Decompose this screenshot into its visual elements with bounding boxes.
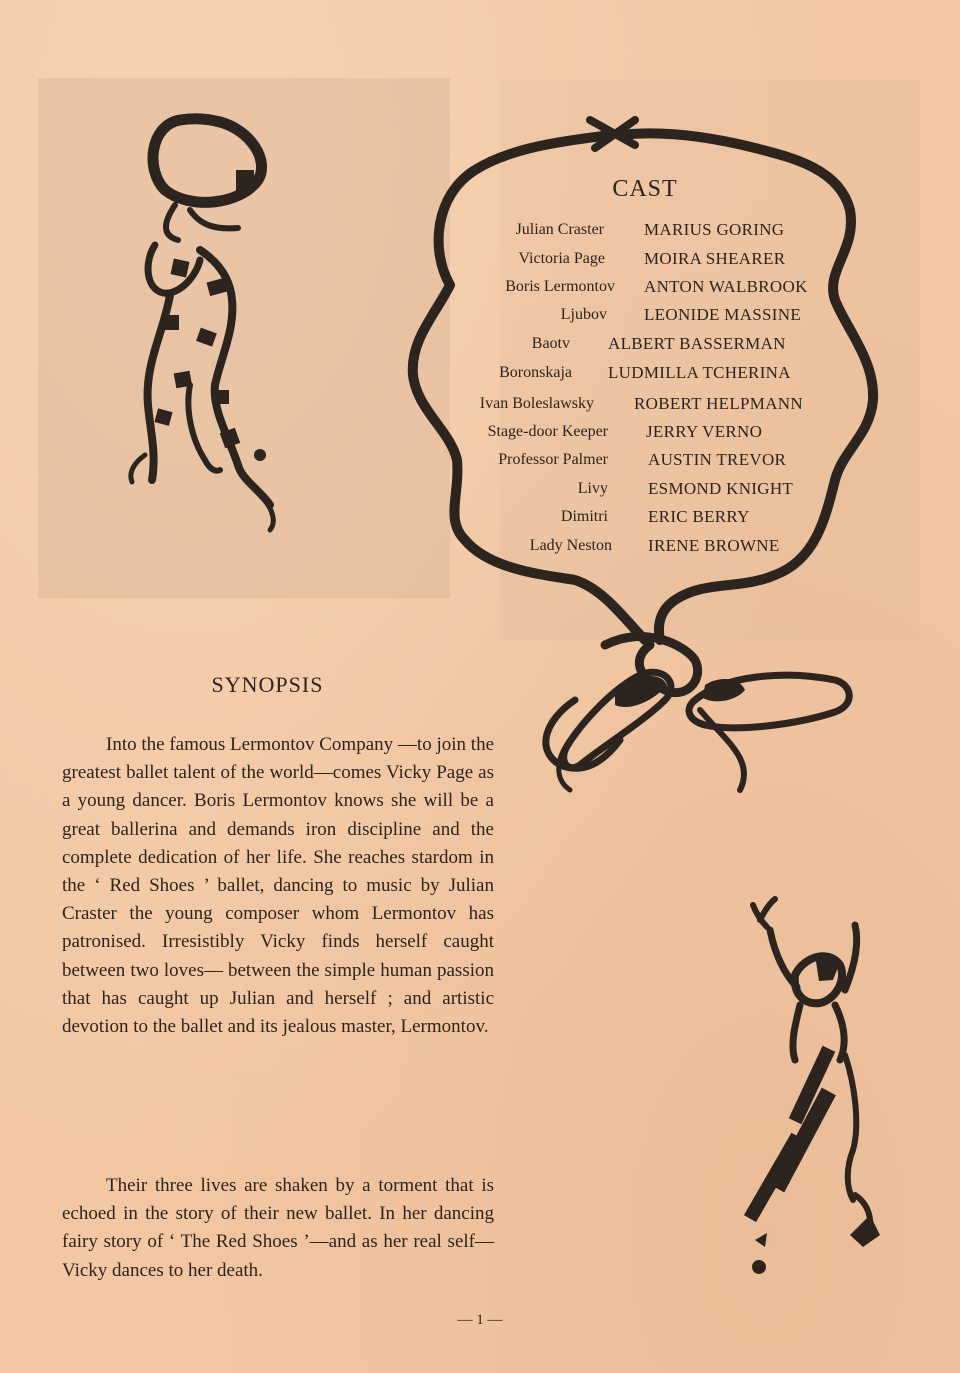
- cast-actor: AUSTIN TREVOR: [648, 450, 787, 469]
- synopsis-paragraph: Into the famous Lermontov Company —to join the greatest ballet talent of the world—comes Vicky Page as a young dancer. Boris Lermontov knows she will be a great ballerina and demands iron discipline and the complete dedication of her life. She reaches stardom in the ‘ Red Shoes ’ ballet, dancing to music by Julian Craster the young composer whom Lermontov has patronised. Irresistibly Vicky finds herself caught between two loves— between the simple human passion that has caught up Julian and herself ; and artistic devotion to the ballet and its jealous master, Lermontov.: [62, 734, 494, 1038]
- cast-row: [0, 476, 960, 502]
- cast-actor: ERIC BERRY: [648, 507, 750, 526]
- cast-role: Julian Craster: [515, 221, 604, 238]
- ribbon-frame-illustration: [395, 100, 885, 790]
- cast-role: Stage-door Keeper: [487, 423, 608, 440]
- cast-row: [0, 447, 960, 473]
- cast-row: [0, 360, 960, 386]
- cast-row: [0, 274, 960, 300]
- cast-role: Ivan Boleslawsky: [479, 395, 594, 412]
- cast-actor: ESMOND KNIGHT: [648, 479, 794, 498]
- cast-role: Victoria Page: [518, 250, 605, 267]
- cast-actor: IRENE BROWNE: [648, 536, 780, 555]
- cast-actor: JERRY VERNO: [646, 422, 763, 441]
- cast-role: Boronskaja: [499, 364, 572, 381]
- synopsis-paragraph: Their three lives are shaken by a torment that is echoed in the story of their new ballet. In her dancing fairy story of ‘ The Red Shoes ’—and as her real self— Vicky dances to her death.: [62, 1175, 494, 1281]
- cast-actor: MARIUS GORING: [644, 220, 785, 239]
- cast-actor: ROBERT HELPMANN: [634, 394, 803, 413]
- cast-actor: ALBERT BASSERMAN: [608, 334, 786, 353]
- cast-role: Lady Neston: [529, 537, 612, 554]
- cast-role: Dimitri: [560, 508, 608, 525]
- cast-role: Ljubov: [560, 306, 607, 323]
- cast-row: [0, 331, 960, 357]
- cast-row: [0, 246, 960, 272]
- cast-row: [0, 419, 960, 445]
- cast-row: [0, 302, 960, 328]
- cast-row: [0, 391, 960, 417]
- cast-row: [0, 504, 960, 530]
- cast-actor: LEONIDE MASSINE: [644, 305, 802, 324]
- synopsis-heading: SYNOPSIS: [211, 672, 324, 697]
- page-number: — 1 —: [457, 1312, 503, 1328]
- cast-title: CAST: [612, 176, 678, 202]
- cast-row: [0, 217, 960, 243]
- cast-actor: MOIRA SHEARER: [644, 249, 786, 268]
- cast-role: Baotv: [531, 335, 570, 352]
- cast-actor: LUDMILLA TCHERINA: [608, 363, 791, 382]
- cast-role: Livy: [577, 480, 608, 497]
- ballerina-illustration: [735, 895, 895, 1295]
- cast-role: Boris Lermontov: [505, 278, 615, 295]
- cast-row: [0, 533, 960, 559]
- cast-role: Professor Palmer: [498, 451, 608, 468]
- cast-actor: ANTON WALBROOK: [644, 277, 808, 296]
